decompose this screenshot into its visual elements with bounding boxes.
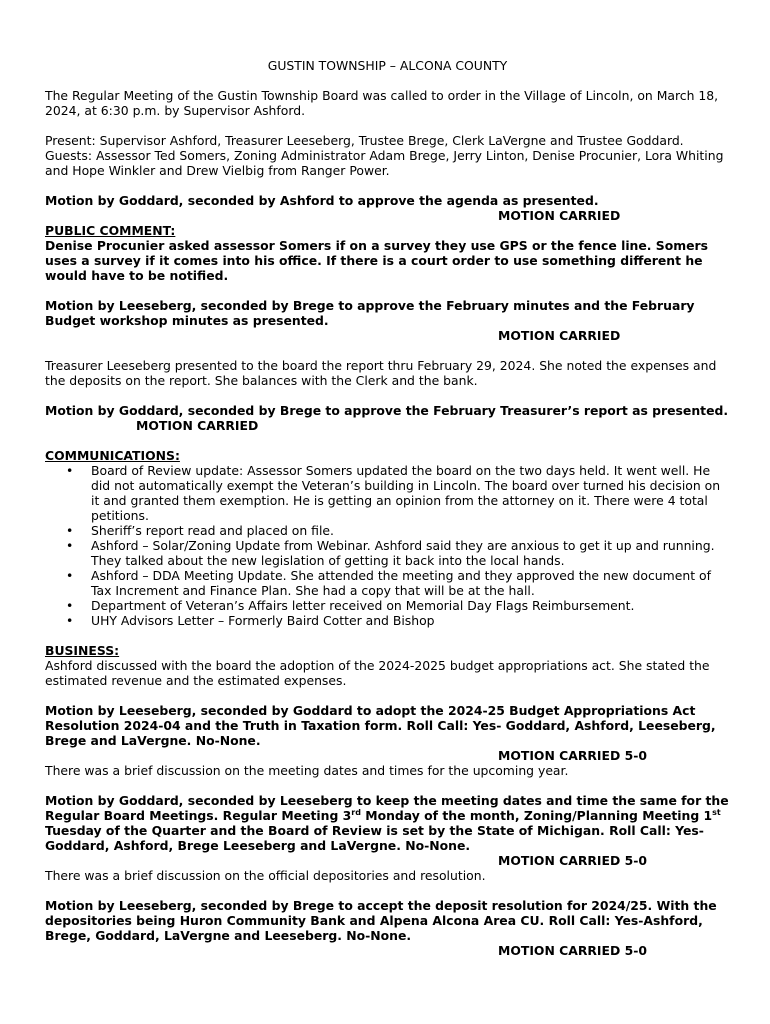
business-text: Ashford discussed with the board the adoption of the 2024-2025 budget appropriations act. She stated the estimated revenue and the estimated expenses.	[45, 658, 710, 688]
communications-heading: COMMUNICATIONS:	[45, 448, 180, 463]
treasurer-report-text: Treasurer Leeseberg presented to the board the report thru February 29, 2024. She noted the expenses and the deposits on the report. She balances with the Clerk and the bank.	[45, 358, 717, 388]
minutes-page	[45, 58, 730, 958]
motion-carried-label: MOTION CARRIED 5-0	[498, 943, 647, 958]
discussion-depositories: There was a brief discussion on the official depositories and resolution.	[45, 868, 486, 883]
list-item: • Sheriff’s report read and placed on file.	[45, 523, 730, 538]
list-item: • Board of Review update: Assessor Somers updated the board on the two days held. It went well. He did not automatically exempt the Veteran’s building in Lincoln. The board over turned his decision on it and granted them exemption. He is getting an opinion from the attorney on it. There were 4 total petitions.	[45, 463, 730, 523]
motion-budget: Motion by Leeseberg, seconded by Goddard to adopt the 2024-25 Budget Appropriations Act Resolution 2024-04 and the Truth in Taxation form. Roll Call: Yes- Goddard, Ashford, Leeseberg, Brege and LaVergne. No-None.	[45, 703, 716, 748]
public-comment-text: Denise Procunier asked assessor Somers if on a survey they use GPS or the fence line. Somers uses a survey if it comes into his office. If there is a court order to use something different he would have to be notified.	[45, 238, 709, 283]
present-line: Present: Supervisor Ashford, Treasurer Leeseberg, Trustee Brege, Clerk LaVergne and Trustee Goddard.	[45, 133, 684, 148]
guests-line: Guests: Assessor Ted Somers, Zoning Administrator Adam Brege, Jerry Linton, Denise Procunier, Lora Whiting and Hope Winkler and Drew Vielbig from Ranger Power.	[45, 148, 724, 178]
list-item: • Ashford – Solar/Zoning Update from Webinar. Ashford said they are anxious to get it up and running. They talked about the new legislation of getting it back into the local hands.	[45, 538, 730, 568]
motion-deposit-resolution: Motion by Leeseberg, seconded by Brege to accept the deposit resolution for 2024/25. With the depositories being Huron Community Bank and Alpena Alcona Area CU. Roll Call: Yes-Ashford, Brege, Goddard, LaVergne and Leeseberg. No-None.	[45, 898, 717, 943]
motion-carried-label: MOTION CARRIED 5-0	[498, 853, 647, 868]
motion-minutes: Motion by Leeseberg, seconded by Brege to approve the February minutes and the February Budget workshop minutes as presented.	[45, 298, 695, 328]
motion-treasurer-report: Motion by Goddard, seconded by Brege to approve the February Treasurer’s report as presented.	[45, 403, 729, 418]
intro-paragraph: The Regular Meeting of the Gustin Township Board was called to order in the Village of Lincoln, on March 18, 2024, at 6:30 p.m. by Supervisor Ashford.	[45, 88, 719, 118]
list-item: • Department of Veteran’s Affairs letter received on Memorial Day Flags Reimbursement.	[45, 598, 730, 613]
document-title: GUSTIN TOWNSHIP – ALCONA COUNTY	[267, 58, 508, 73]
discussion-meeting-dates: There was a brief discussion on the meeting dates and times for the upcoming year.	[45, 763, 569, 778]
motion-carried-label: MOTION CARRIED	[498, 208, 621, 223]
public-comment-heading: PUBLIC COMMENT:	[45, 223, 176, 238]
motion-meeting-dates: Motion by Goddard, seconded by Leeseberg to keep the meeting dates and time the same for the Regular Board Meetings. Regular Meeting 3rd Monday of the month, Zoning/Planning Meeting 1st Tuesday of the Quarter and the Board of Review is set by the State of Michigan. Roll Call: Yes-Goddard, Ashford, Brege Leeseberg and LaVergne. No-None.	[45, 793, 729, 853]
motion-carried-label: MOTION CARRIED 5-0	[498, 748, 647, 763]
list-item: • Ashford – DDA Meeting Update. She attended the meeting and they approved the new document of Tax Increment and Finance Plan. She had a copy that will be at the hall.	[45, 568, 730, 598]
communications-list	[45, 463, 730, 628]
motion-agenda: Motion by Goddard, seconded by Ashford to approve the agenda as presented.	[45, 193, 599, 208]
motion-carried-label: MOTION CARRIED	[136, 418, 259, 433]
motion-carried-label: MOTION CARRIED	[498, 328, 621, 343]
business-heading: BUSINESS:	[45, 643, 120, 658]
list-item: • UHY Advisors Letter – Formerly Baird Cotter and Bishop	[45, 613, 730, 628]
